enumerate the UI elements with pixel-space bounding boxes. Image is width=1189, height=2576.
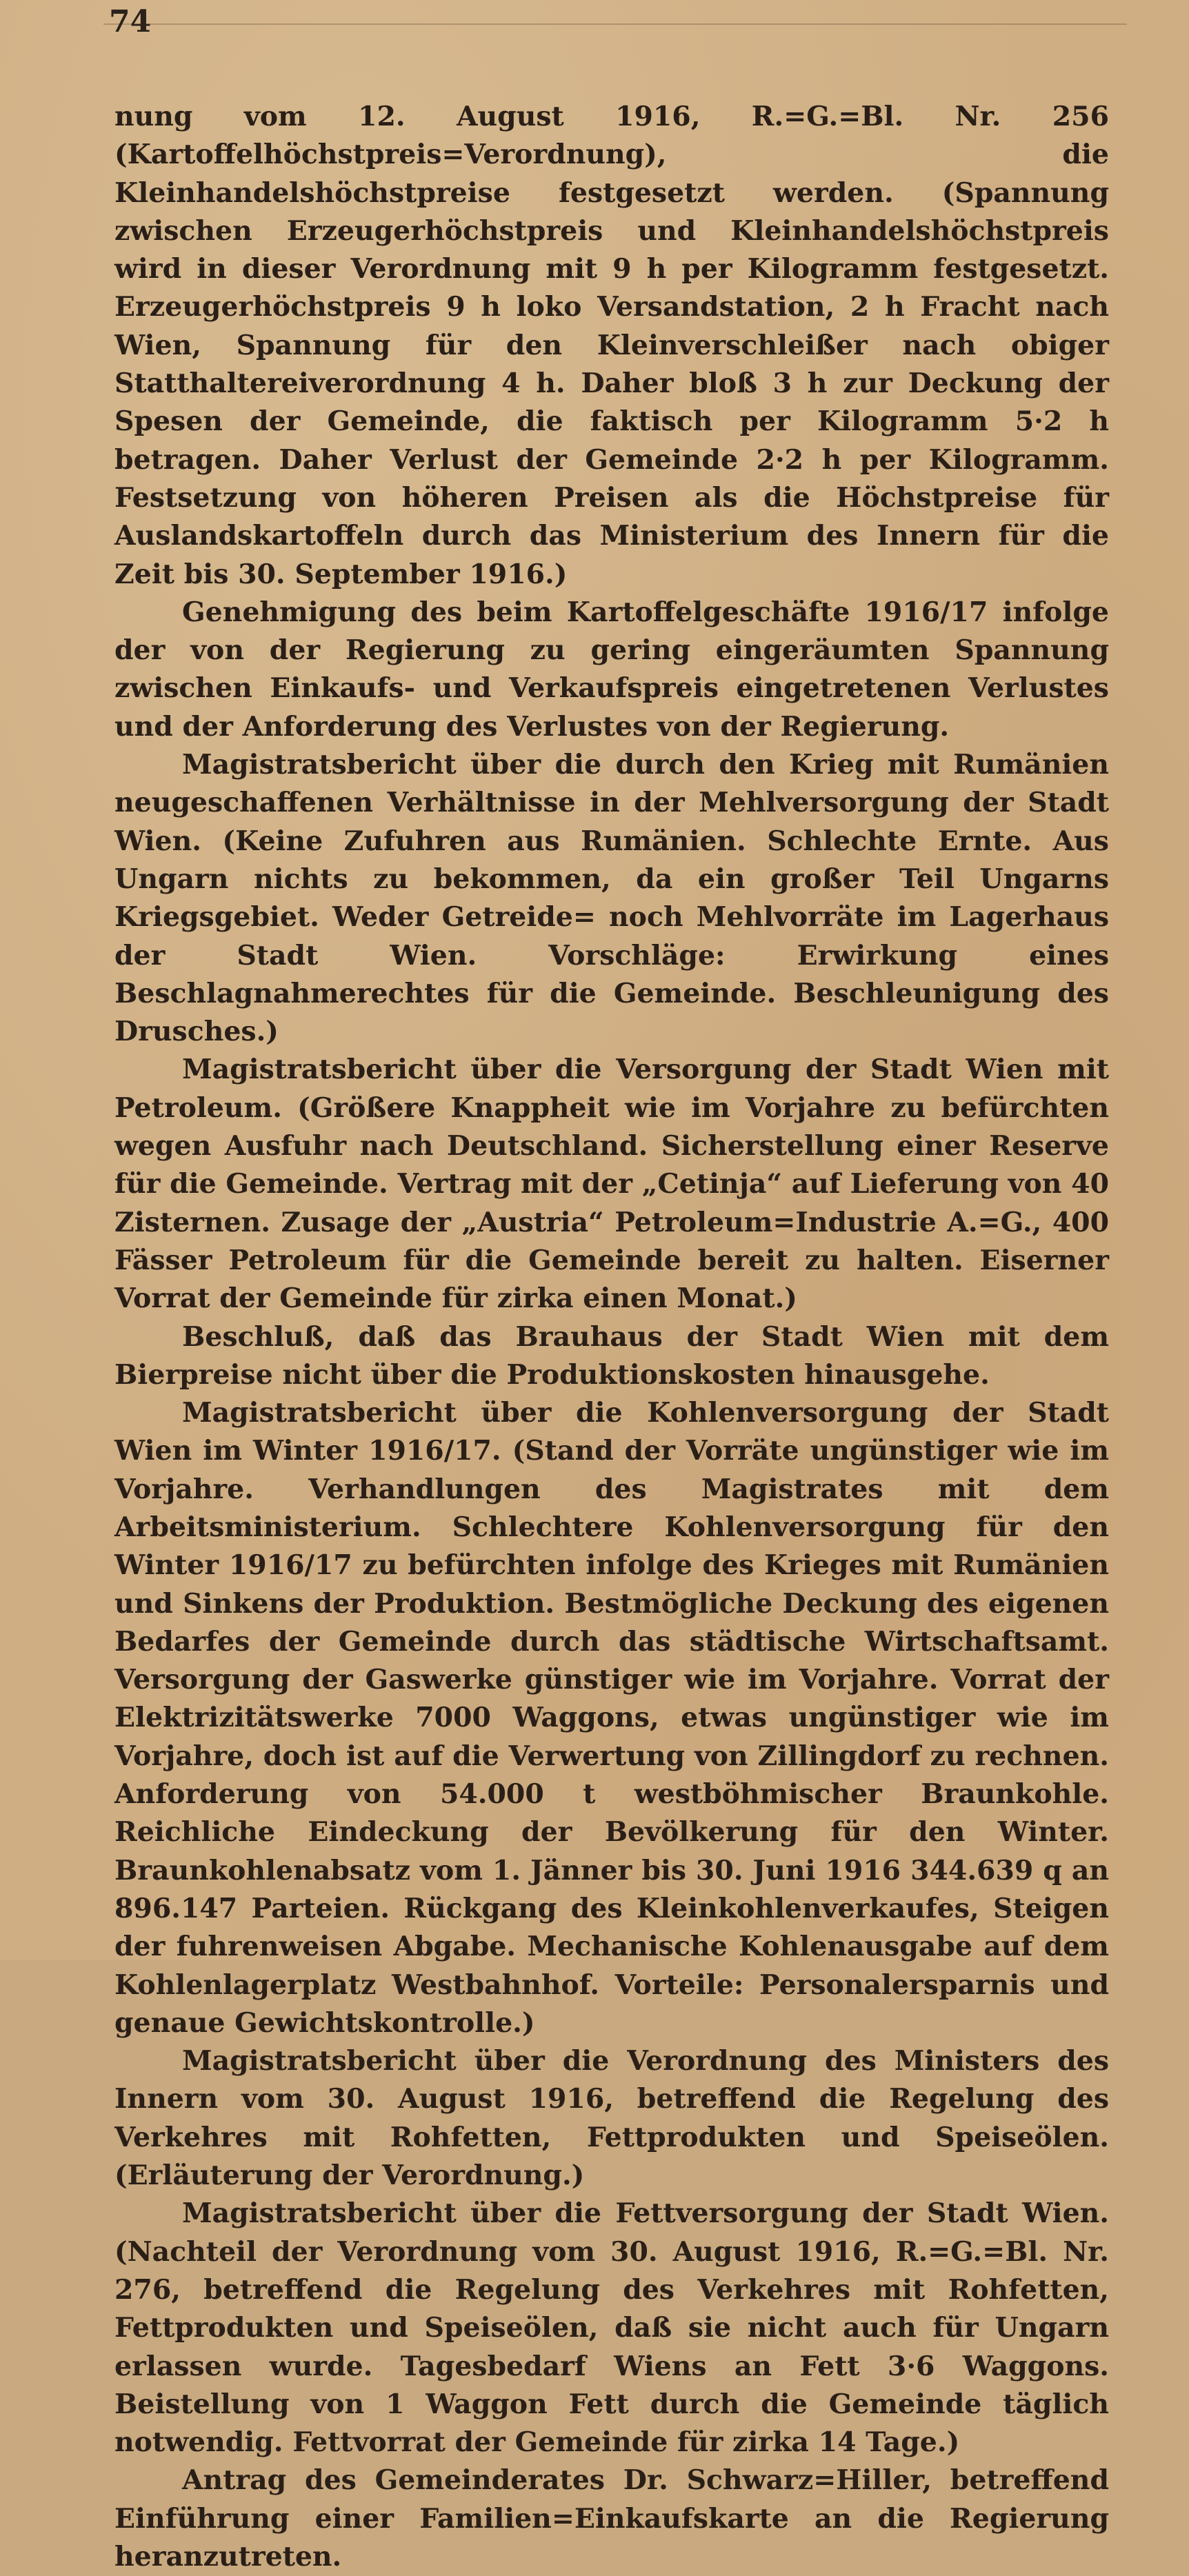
paragraph-fat-supply: Magistratsbericht über die Fettversorgung der Stadt Wien. (Nachteil der Verordnung vom 30. August 1916, R.=G.=Bl. Nr. 276, betreffend die Regelung des Verkehres mit Rohfetten, Fettprodukten und Speiseölen, daß sie nicht auch für Ungarn erlassen wurde. Tagesbedarf Wiens an Fett 3·6 Waggons. Beistellung von 1 Waggon Fett durch die Gemeinde täglich notwendig. Fettvorrat der Gemeinde für zirka 14 Tage.)	[114, 2197, 1109, 2459]
body-text	[114, 98, 1109, 2576]
paragraph-brewery-resolution: Beschluß, daß das Brauhaus der Stadt Wien mit dem Bierpreise nicht über die Produktionskosten hinausgehe.	[114, 1320, 1109, 1391]
page-number: 74	[109, 4, 152, 39]
paragraph-coal-supply: Magistratsbericht über die Kohlenversorgung der Stadt Wien im Winter 1916/17. (Stand der Vorräte ungünstiger wie im Vorjahre. Verhandlungen des Magistrates mit dem Arbeitsministerium. Schlechtere Kohlenversorgung für den Winter 1916/17 zu befürchten infolge des Krieges mit Rumänien und Sinkens der Produktion. Bestmögliche Deckung des eigenen Bedarfes der Gemeinde durch das städtische Wirtschaftsamt. Versorgung der Gaswerke günstiger wie im Vorjahre. Vorrat der Elektrizitätswerke 7000 Waggons, etwas ungünstiger wie im Vorjahre, doch ist auf die Verwertung von Zillingdorf zu rechnen. Anforderung von 54.000 t westböhmischer Braunkohle. Reichliche Eindeckung der Bevölkerung für den Winter. Braunkohlenabsatz vom 1. Jänner bis 30. Juni 1916 344.639 q an 896.147 Parteien. Rückgang des Kleinkohlenverkaufes, Steigen der fuhrenweisen Abgabe. Mechanische Kohlenausgabe auf dem Kohlenlagerplatz Westbahnhof. Vorteile: Personalersparnis und genaue Gewichtskontrolle.)	[114, 1397, 1109, 2039]
paragraph-potato-loss: Genehmigung des beim Kartoffelgeschäfte 1916/17 infolge der von der Regierung zu gering eingeräumten Spannung zwischen Einkaufs- und Verkaufspreis eingetretenen Verlustes und der Anforderung des Verlustes von der Regierung.	[114, 596, 1109, 743]
paragraph-family-card-motion: Antrag des Gemeinderates Dr. Schwarz=Hiller, betreffend Einführung einer Familien=Einkaufskarte an die Regierung heranzutreten.	[114, 2464, 1109, 2573]
paragraph-potato-ordinance: nung vom 12. August 1916, R.=G.=Bl. Nr. 256 (Kartoffelhöchstpreis=Verordnung), die Kleinhandelshöchstpreise festgesetzt werden. (Spannung zwischen Erzeugerhöchstpreis und Kleinhandelshöchstpreis wird in dieser Verordnung mit 9 h per Kilogramm festgesetzt. Erzeugerhöchstpreis 9 h loko Versandstation, 2 h Fracht nach Wien, Spannung für den Kleinverschleißer nach obiger Statthaltereiverordnung 4 h. Daher bloß 3 h zur Deckung der Spesen der Gemeinde, die faktisch per Kilogramm 5·2 h betragen. Daher Verlust der Gemeinde 2·2 h per Kilogramm. Festsetzung von höheren Preisen als die Höchstpreise für Auslandskartoffeln durch das Ministerium des Innern für die Zeit bis 30. September 1916.)	[114, 101, 1109, 590]
paragraph-flour-supply: Magistratsbericht über die durch den Krieg mit Rumänien neugeschaffenen Verhältnisse in der Mehlversorgung der Stadt Wien. (Keine Zufuhren aus Rumänien. Schlechte Ernte. Aus Ungarn nichts zu bekommen, da ein großer Teil Ungarns Kriegsgebiet. Weder Getreide= noch Mehlvorräte im Lagerhaus der Stadt Wien. Vorschläge: Erwirkung eines Beschlagnahmerechtes für die Gemeinde. Beschleunigung des Drusches.)	[114, 749, 1109, 1048]
paragraph-fat-ordinance: Magistratsbericht über die Verordnung des Ministers des Innern vom 30. August 1916, betreffend die Regelung des Verkehres mit Rohfetten, Fettprodukten und Speiseölen. (Erläuterung der Verordnung.)	[114, 2045, 1109, 2192]
paragraph-petroleum-supply: Magistratsbericht über die Versorgung der Stadt Wien mit Petroleum. (Größere Knappheit wie im Vorjahre zu befürchten wegen Ausfuhr nach Deutschland. Sicherstellung einer Reserve für die Gemeinde. Vertrag mit der „Cetinja“ auf Lieferung von 40 Zisternen. Zusage der „Austria“ Petroleum=Industrie A.=G., 400 Fässer Petroleum für die Gemeinde bereit zu halten. Eiserner Vorrat der Gemeinde für zirka einen Monat.)	[114, 1054, 1109, 1315]
header-rule	[103, 23, 1127, 25]
